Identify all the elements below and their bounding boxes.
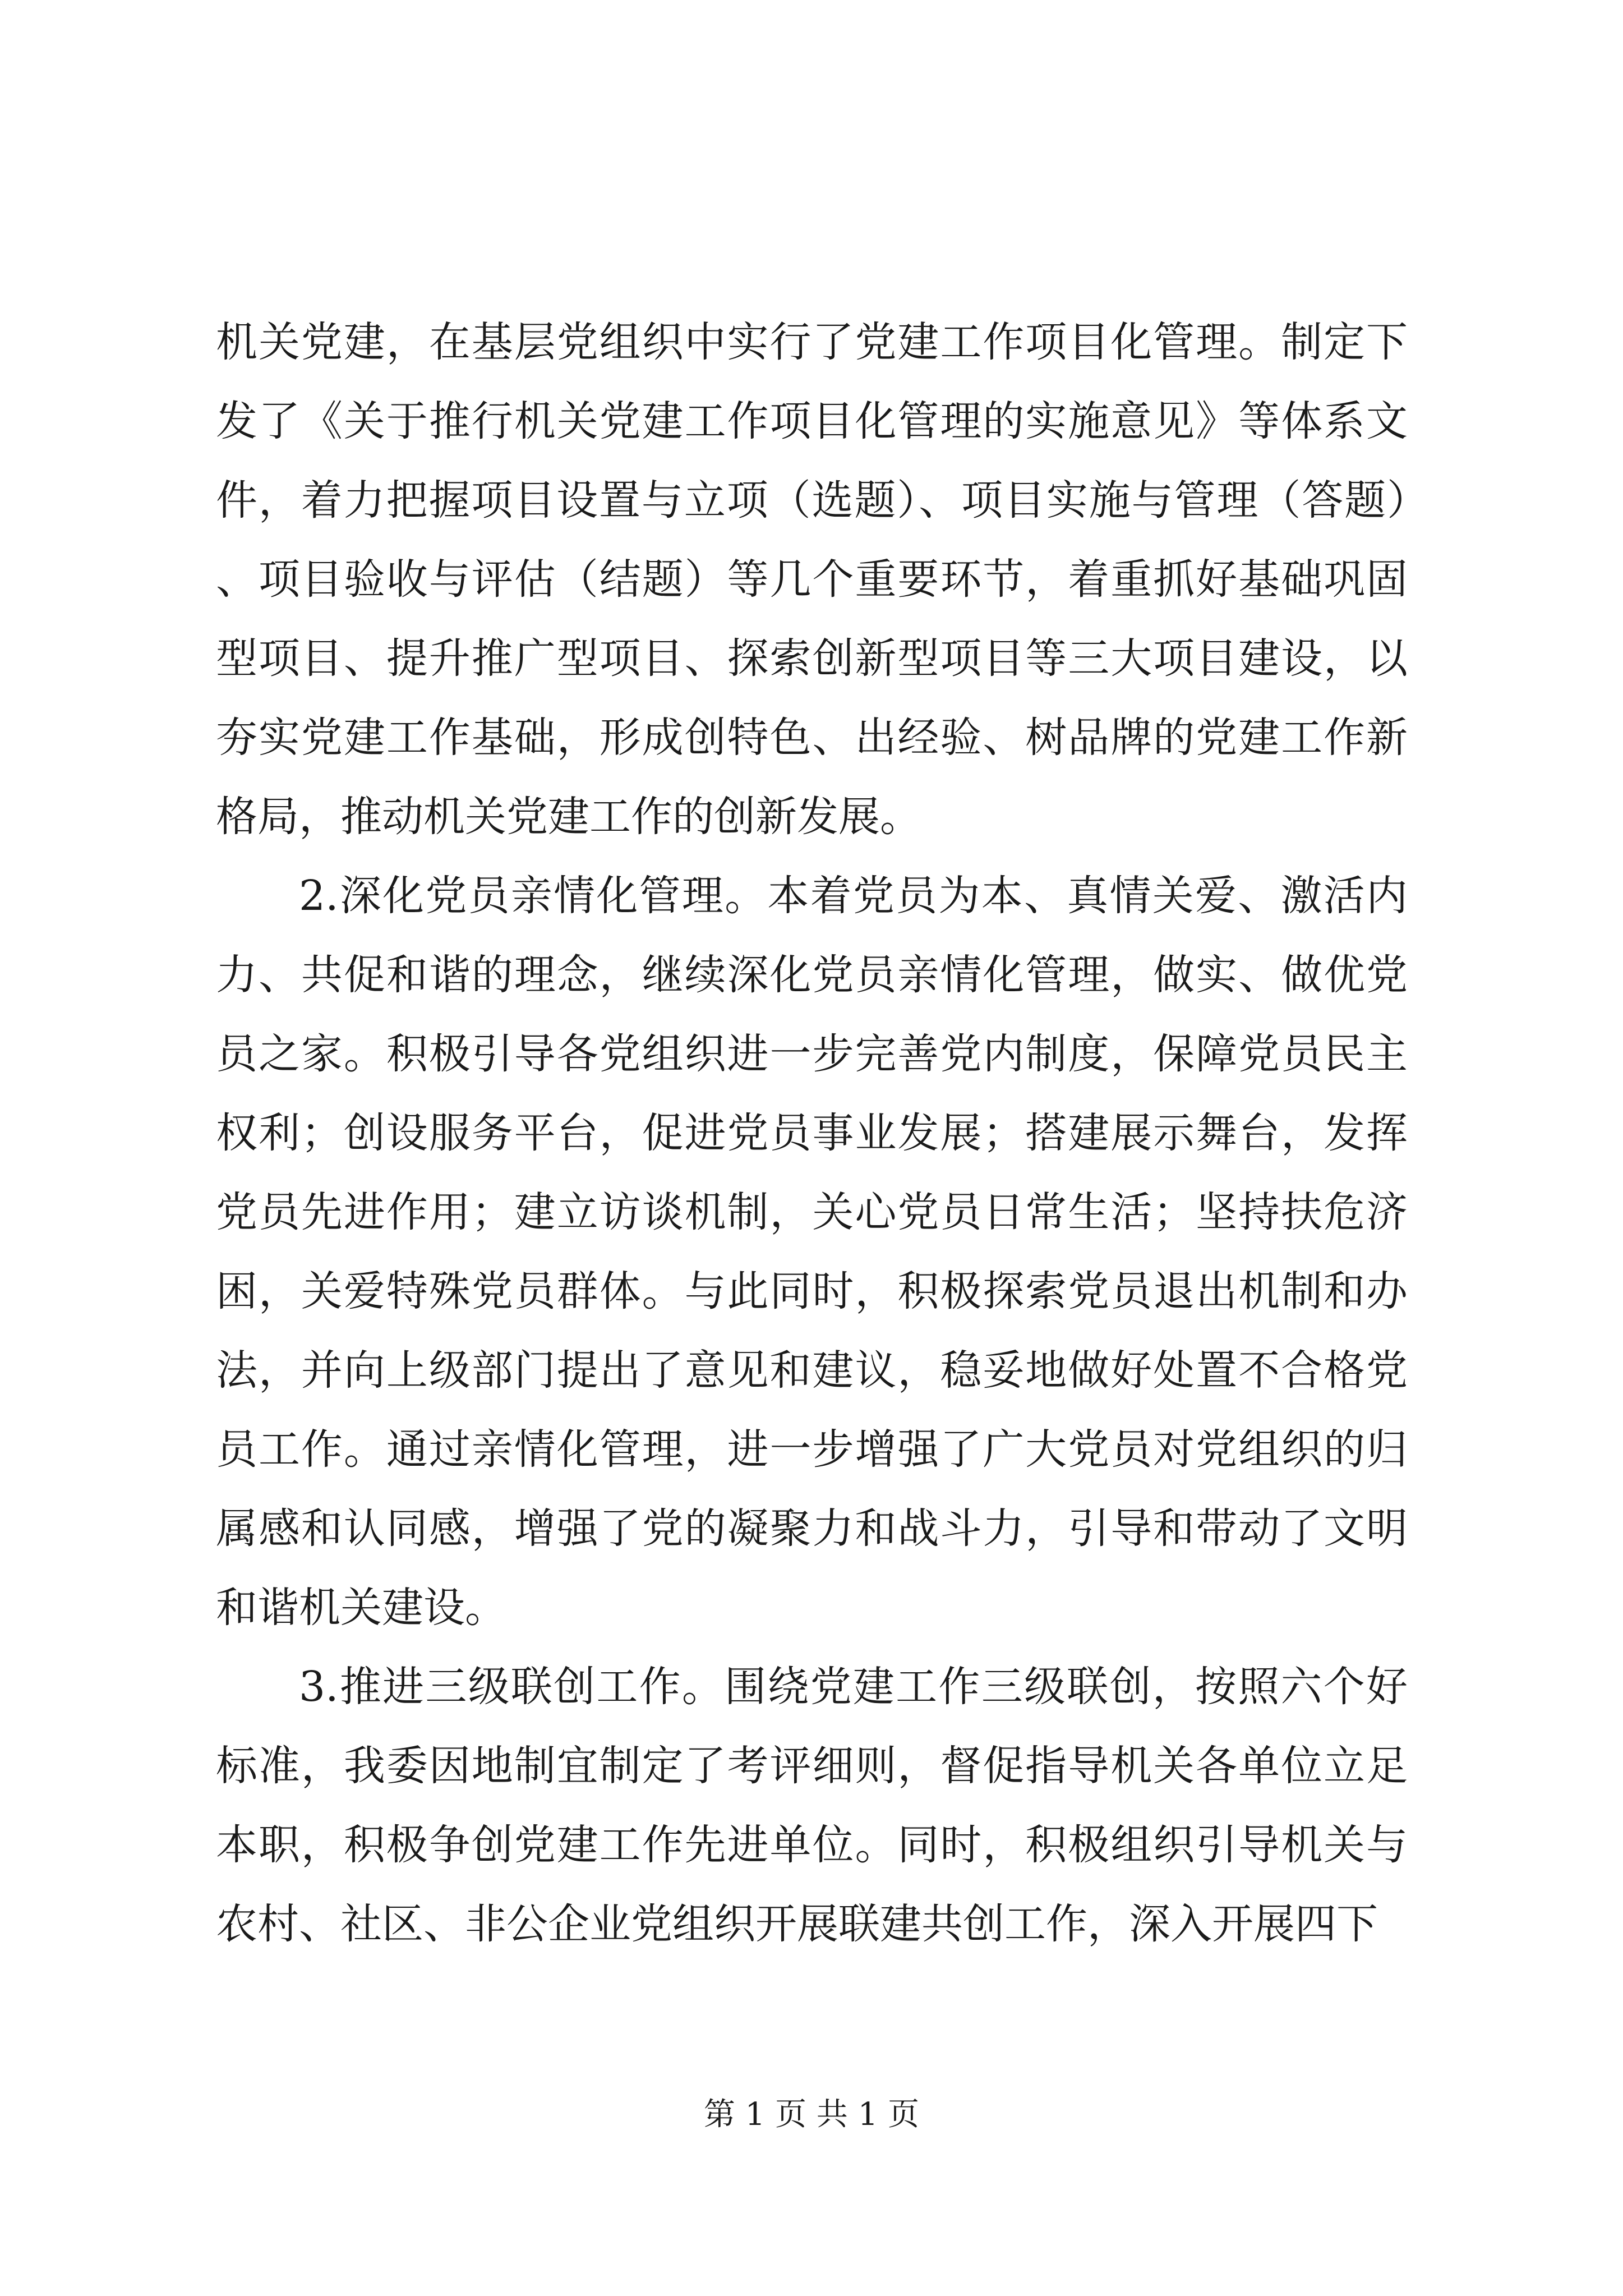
- page-footer: 第 1 页 共 1 页: [703, 2096, 920, 2133]
- document-body: [216, 303, 1408, 1964]
- paragraph-three-level-joint-creation: 3.推进三级联创工作。围绕党建工作三级联创，按照六个好标准，我委因地制宜制定了考评细则，督促指导机关各单位立足本职，积极争创党建工作先进单位。同时，积极组织引导机关与农村、社区、非公企业党组织开展联建共创工作，深入开展四下: [216, 1663, 1408, 1948]
- paragraph-member-care-management: 2.深化党员亲情化管理。本着党员为本、真情关爱、激活内力、共促和谐的理念，继续深化党员亲情化管理，做实、做优党员之家。积极引导各党组织进一步完善党内制度，保障党员民主权利；创设服务平台，促进党员事业发展；搭建展示舞台，发挥党员先进作用；建立访谈机制，关心党员日常生活；坚持扶危济困，关爱特殊党员群体。与此同时，积极探索党员退出机制和办法，并向上级部门提出了意见和建议，稳妥地做好处置不合格党员工作。通过亲情化管理，进一步增强了广大党员对党组织的归属感和认同感，增强了党的凝聚力和战斗力，引导和带动了文明和谐机关建设。: [216, 872, 1408, 1632]
- paragraph-party-building-projects: 机关党建，在基层党组织中实行了党建工作项目化管理。制定下发了《关于推行机关党建工作项目化管理的实施意见》等体系文件，着力把握项目设置与立项（选题）、项目实施与管理（答题）、项目验收与评估（结题）等几个重要环节，着重抓好基础巩固型项目、提升推广型项目、探索创新型项目等三大项目建设，以夯实党建工作基础，形成创特色、出经验、树品牌的党建工作新格局，推动机关党建工作的创新发展。: [216, 318, 1408, 841]
